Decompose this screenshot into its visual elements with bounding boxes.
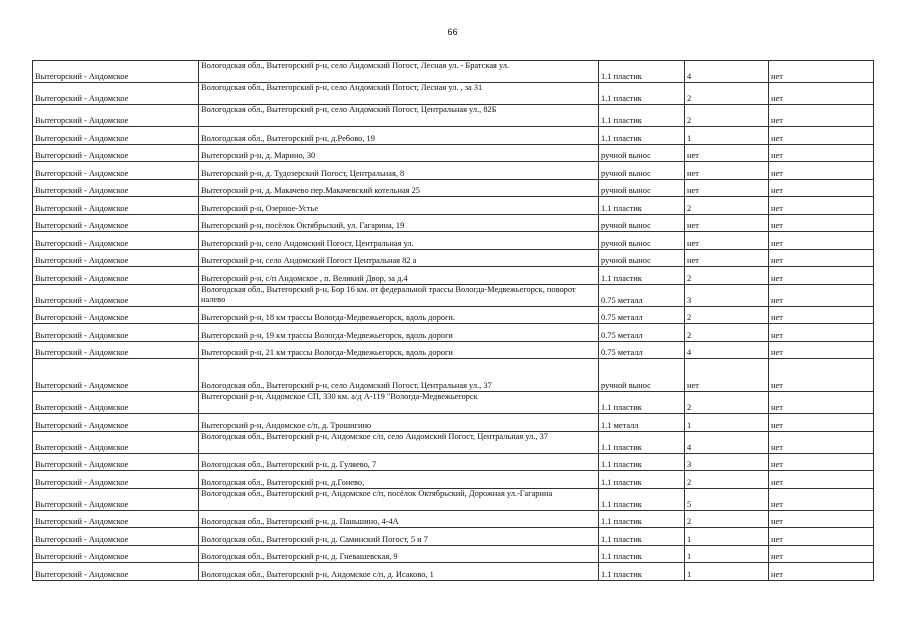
table-row (33, 267, 874, 285)
registry-table-body (33, 61, 874, 581)
table-row (33, 563, 874, 581)
container-count-cell: нет (685, 179, 769, 197)
table-row (33, 144, 874, 162)
address-cell: Вологодская обл., Вытегорский р-н, д. Гуляево, 7 (199, 453, 599, 471)
table-row (33, 105, 874, 127)
table-row (33, 414, 874, 432)
district-cell: Вытегорский - Андомское (33, 284, 199, 306)
container-count-cell: 4 (685, 431, 769, 453)
container-type-cell: 1.1 пластик (599, 61, 685, 83)
container-type-cell: 0.75 металл (599, 341, 685, 359)
container-count-cell: нет (685, 214, 769, 232)
table-row (33, 324, 874, 342)
address-cell: Вытегорский р-н, село Андомский Погост Центральная 82 а (199, 249, 599, 267)
district-cell: Вытегорский - Андомское (33, 83, 199, 105)
container-type-cell: ручной вынос (599, 214, 685, 232)
container-type-cell: 1.1 пластик (599, 127, 685, 145)
district-cell: Вытегорский - Андомское (33, 127, 199, 145)
container-type-cell: 1.1 пластик (599, 431, 685, 453)
flag-cell: нет (769, 563, 874, 581)
container-type-cell: 1.1 пластик (599, 197, 685, 215)
table-row (33, 471, 874, 489)
address-cell: Вытегорский р-н, Андомское с/п, д. Трошигино (199, 414, 599, 432)
flag-cell: нет (769, 197, 874, 215)
table-row (33, 61, 874, 83)
flag-cell: нет (769, 214, 874, 232)
table-row (33, 510, 874, 528)
flag-cell: нет (769, 453, 874, 471)
container-count-cell: 2 (685, 510, 769, 528)
table-row (33, 232, 874, 250)
table-row (33, 528, 874, 546)
container-count-cell: 1 (685, 414, 769, 432)
district-cell: Вытегорский - Андомское (33, 392, 199, 414)
container-type-cell: 1.1 пластик (599, 105, 685, 127)
container-count-cell: нет (685, 232, 769, 250)
district-cell: Вытегорский - Андомское (33, 453, 199, 471)
table-row (33, 249, 874, 267)
container-type-cell: 1.1 пластик (599, 392, 685, 414)
container-count-cell: нет (685, 359, 769, 392)
flag-cell: нет (769, 359, 874, 392)
container-count-cell: 2 (685, 471, 769, 489)
district-cell: Вытегорский - Андомское (33, 232, 199, 250)
address-cell: Вытегорский р-н, д. Тудозерский Погост, Центральная, 8 (199, 162, 599, 180)
address-cell: Вологодская обл., Вытегорский р-н, Андомское с/п, село Андомский Погост, Центральная ул., 37 (199, 431, 599, 453)
container-count-cell: 2 (685, 267, 769, 285)
table-row (33, 214, 874, 232)
table-row (33, 453, 874, 471)
address-cell: Вытегорский р-н, село Андомский Погост, Центральная ул. (199, 232, 599, 250)
table-row (33, 162, 874, 180)
table-row (33, 488, 874, 510)
table-row (33, 341, 874, 359)
district-cell: Вытегорский - Андомское (33, 431, 199, 453)
district-cell: Вытегорский - Андомское (33, 528, 199, 546)
address-cell: Вытегорский р-н, Андомское СП, 330 км. а/д А-119 "Вологда-Медвежьегорск (199, 392, 599, 414)
flag-cell: нет (769, 284, 874, 306)
container-type-cell: ручной вынос (599, 359, 685, 392)
flag-cell: нет (769, 249, 874, 267)
container-type-cell: 1.1 пластик (599, 545, 685, 563)
container-type-cell: ручной вынос (599, 162, 685, 180)
container-count-cell: 3 (685, 453, 769, 471)
flag-cell: нет (769, 545, 874, 563)
district-cell: Вытегорский - Андомское (33, 105, 199, 127)
container-type-cell: 1.1 пластик (599, 471, 685, 489)
district-cell: Вытегорский - Андомское (33, 306, 199, 324)
district-cell: Вытегорский - Андомское (33, 61, 199, 83)
flag-cell: нет (769, 127, 874, 145)
container-type-cell: 1.1 пластик (599, 83, 685, 105)
container-type-cell: 1.1 пластик (599, 510, 685, 528)
flag-cell: нет (769, 61, 874, 83)
container-type-cell: 0.75 металл (599, 284, 685, 306)
flag-cell: нет (769, 324, 874, 342)
container-count-cell: 4 (685, 341, 769, 359)
table-row (33, 83, 874, 105)
table-row (33, 179, 874, 197)
district-cell: Вытегорский - Андомское (33, 545, 199, 563)
flag-cell: нет (769, 510, 874, 528)
table-row (33, 306, 874, 324)
flag-cell: нет (769, 341, 874, 359)
container-count-cell: 2 (685, 105, 769, 127)
flag-cell: нет (769, 162, 874, 180)
district-cell: Вытегорский - Андомское (33, 414, 199, 432)
district-cell: Вытегорский - Андомское (33, 563, 199, 581)
container-count-cell: 2 (685, 324, 769, 342)
flag-cell: нет (769, 179, 874, 197)
table-row (33, 284, 874, 306)
address-cell: Вологодская обл., Вытегорский р-н, Андомское с/п, д. Исаково, 1 (199, 563, 599, 581)
flag-cell: нет (769, 414, 874, 432)
address-cell: Вологодская обл., Вытегорский р-н, д.Ребово, 19 (199, 127, 599, 145)
address-cell: Вытегорский р-н, с/п Андомское , п. Великий Двор, за д.4 (199, 267, 599, 285)
address-cell: Вологодская обл., Вытегорский р-н, село Андомский Погост, Лесная ул. , за 31 (199, 83, 599, 105)
container-count-cell: 2 (685, 197, 769, 215)
flag-cell: нет (769, 105, 874, 127)
flag-cell: нет (769, 528, 874, 546)
district-cell: Вытегорский - Андомское (33, 249, 199, 267)
registry-table (32, 60, 874, 581)
container-count-cell: 2 (685, 83, 769, 105)
district-cell: Вытегорский - Андомское (33, 510, 199, 528)
container-type-cell: 1.1 пластик (599, 488, 685, 510)
district-cell: Вытегорский - Андомское (33, 144, 199, 162)
table-row (33, 431, 874, 453)
address-cell: Вологодская обл., Вытегорский р-н, село Андомский Погост, Лесная ул. - Братская ул. (199, 61, 599, 83)
address-cell: Вытегорский р-н, Озерное-Устье (199, 197, 599, 215)
container-type-cell: 1.1 металл (599, 414, 685, 432)
district-cell: Вытегорский - Андомское (33, 341, 199, 359)
address-cell: Вологодская обл., Вытегорский р-н, д. Саминский Погост, 5 и 7 (199, 528, 599, 546)
district-cell: Вытегорский - Андомское (33, 197, 199, 215)
address-cell: Вытегорский р-н, 21 км трассы Вологда-Медвежьегорск, вдоль дороги (199, 341, 599, 359)
address-cell: Вологодская обл., Вытегорский р-н, село Андомский Погост, Центральная ул., 37 (199, 359, 599, 392)
container-count-cell: нет (685, 144, 769, 162)
address-cell: Вологодская обл., Вытегорский р-н, д. Гневашевская, 9 (199, 545, 599, 563)
table-row (33, 545, 874, 563)
flag-cell: нет (769, 306, 874, 324)
container-type-cell: ручной вынос (599, 249, 685, 267)
address-cell: Вытегорский р-н, д. Марино, 30 (199, 144, 599, 162)
district-cell: Вытегорский - Андомское (33, 471, 199, 489)
district-cell: Вытегорский - Андомское (33, 267, 199, 285)
table-row (33, 392, 874, 414)
flag-cell: нет (769, 232, 874, 250)
flag-cell: нет (769, 431, 874, 453)
address-cell: Вологодская обл., Вытегорский р-н, Бор 16 км. от федеральной трассы Вологда-Медвежьегорск, поворот налево (199, 284, 599, 306)
district-cell: Вытегорский - Андомское (33, 359, 199, 392)
page-number: 66 (447, 27, 458, 37)
address-cell: Вологодская обл., Вытегорский р-н, д.Гонево, (199, 471, 599, 489)
container-count-cell: нет (685, 162, 769, 180)
container-type-cell: 1.1 пластик (599, 528, 685, 546)
address-cell: Вологодская обл., Вытегорский р-н, д. Паньшино, 4-4А (199, 510, 599, 528)
container-count-cell: 2 (685, 392, 769, 414)
table-row (33, 197, 874, 215)
container-type-cell: ручной вынос (599, 144, 685, 162)
district-cell: Вытегорский - Андомское (33, 162, 199, 180)
flag-cell: нет (769, 471, 874, 489)
flag-cell: нет (769, 488, 874, 510)
container-count-cell: нет (685, 249, 769, 267)
address-cell: Вытегорский р-н, посёлок Октябрьский, ул. Гагарина, 19 (199, 214, 599, 232)
container-count-cell: 1 (685, 528, 769, 546)
container-type-cell: ручной вынос (599, 232, 685, 250)
table-row (33, 359, 874, 392)
container-count-cell: 1 (685, 545, 769, 563)
container-type-cell: ручной вынос (599, 179, 685, 197)
flag-cell: нет (769, 392, 874, 414)
container-count-cell: 2 (685, 306, 769, 324)
container-count-cell: 1 (685, 563, 769, 581)
container-type-cell: 0.75 металл (599, 306, 685, 324)
container-type-cell: 1.1 пластик (599, 267, 685, 285)
address-cell: Вологодская обл., Вытегорский р-н, Андомское с/п, посёлок Октябрьский, Дорожная ул.-Гагарина (199, 488, 599, 510)
district-cell: Вытегорский - Андомское (33, 214, 199, 232)
container-count-cell: 5 (685, 488, 769, 510)
flag-cell: нет (769, 144, 874, 162)
district-cell: Вытегорский - Андомское (33, 179, 199, 197)
district-cell: Вытегорский - Андомское (33, 324, 199, 342)
flag-cell: нет (769, 83, 874, 105)
address-cell: Вологодская обл., Вытегорский р-н, село Андомский Погост, Центральная ул., 82Б (199, 105, 599, 127)
container-type-cell: 0.75 металл (599, 324, 685, 342)
container-count-cell: 3 (685, 284, 769, 306)
container-type-cell: 1.1 пластик (599, 563, 685, 581)
table-row (33, 127, 874, 145)
container-type-cell: 1.1 пластик (599, 453, 685, 471)
container-count-cell: 1 (685, 127, 769, 145)
address-cell: Вытегорский р-н, д. Макачево пер.Макачевский котельная 25 (199, 179, 599, 197)
district-cell: Вытегорский - Андомское (33, 488, 199, 510)
flag-cell: нет (769, 267, 874, 285)
address-cell: Вытегорский р-н, 19 км трассы Вологда-Медвежьегорск, вдоль дороги (199, 324, 599, 342)
address-cell: Вытегорский р-н, 18 км трассы Вологда-Медвежьегорск, вдоль дороги. (199, 306, 599, 324)
container-count-cell: 4 (685, 61, 769, 83)
